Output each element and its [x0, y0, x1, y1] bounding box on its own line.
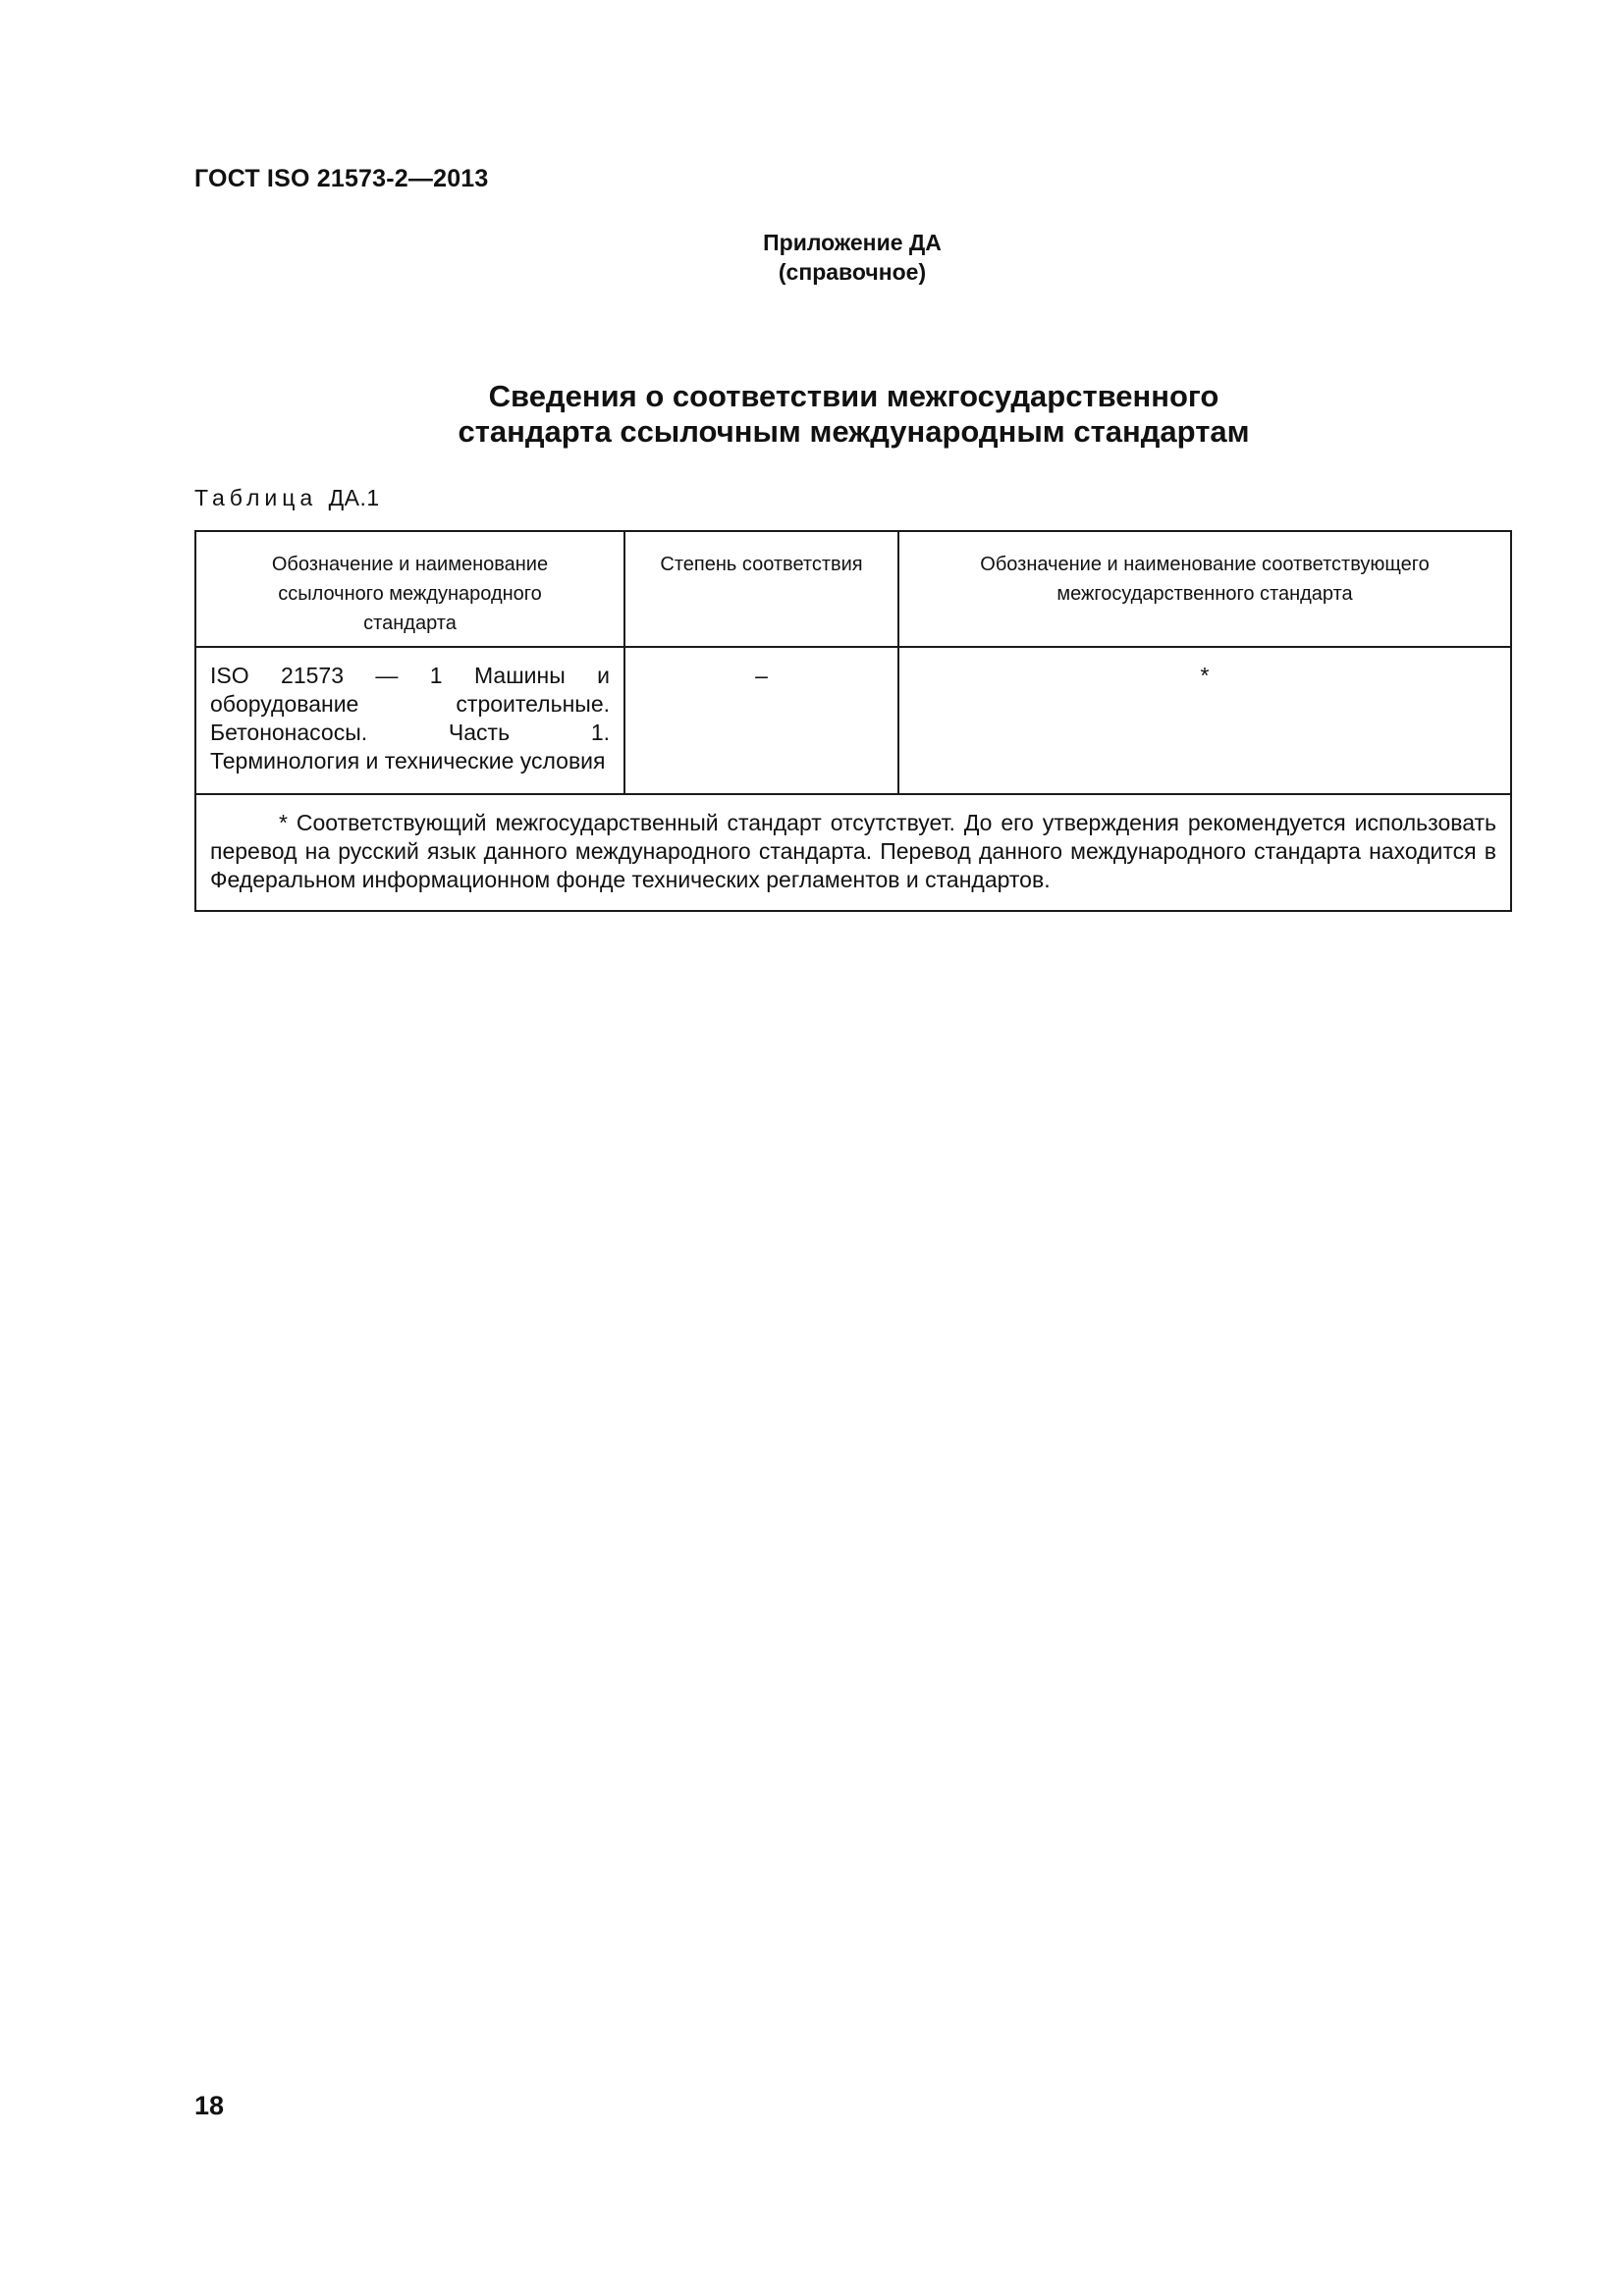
section-title [295, 379, 1413, 450]
section-title-line-1: Сведения о соответствии межгосударственного [488, 379, 1219, 413]
document-id: ГОСТ ISO 21573-2—2013 [194, 165, 489, 192]
table-footnote-row [195, 794, 1511, 911]
table-row [195, 647, 1511, 794]
table-footnote: * Соответствующий межгосударственный стандарт отсутствует. До его утверждения рекомендуется использовать перевод на русский язык данного международного стандарта. Перевод данного международного стандарта находится в Федеральном информационном фонде технических регламентов и стандартов. [195, 794, 1511, 911]
table-header-row [195, 531, 1511, 647]
table-label-prefix: Таблица [194, 485, 318, 510]
page-number: 18 [194, 2091, 225, 2120]
correspondence-table [194, 530, 1512, 912]
header-interstate-standard: Обозначение и наименование соответствующего межгосударственного стандарта [898, 531, 1511, 647]
appendix-title: Приложение ДА [763, 230, 942, 255]
cell-reference-standard: ISO 21573 — 1 Машины и оборудование строительные. Бетононасосы. Часть 1. Терминология и технические условия [195, 647, 624, 794]
cell-interstate-standard: * [898, 647, 1511, 794]
table-label [194, 485, 380, 511]
header-reference-standard: Обозначение и наименование ссылочного международного стандарта [195, 531, 624, 647]
cell-degree: – [624, 647, 898, 794]
section-title-line-2: стандарта ссылочным международным стандартам [458, 414, 1250, 449]
header-degree: Степень соответствия [624, 531, 898, 647]
appendix-subtitle: (справочное) [778, 259, 927, 285]
appendix-heading [656, 228, 1049, 287]
table-label-number: ДА.1 [328, 485, 380, 510]
